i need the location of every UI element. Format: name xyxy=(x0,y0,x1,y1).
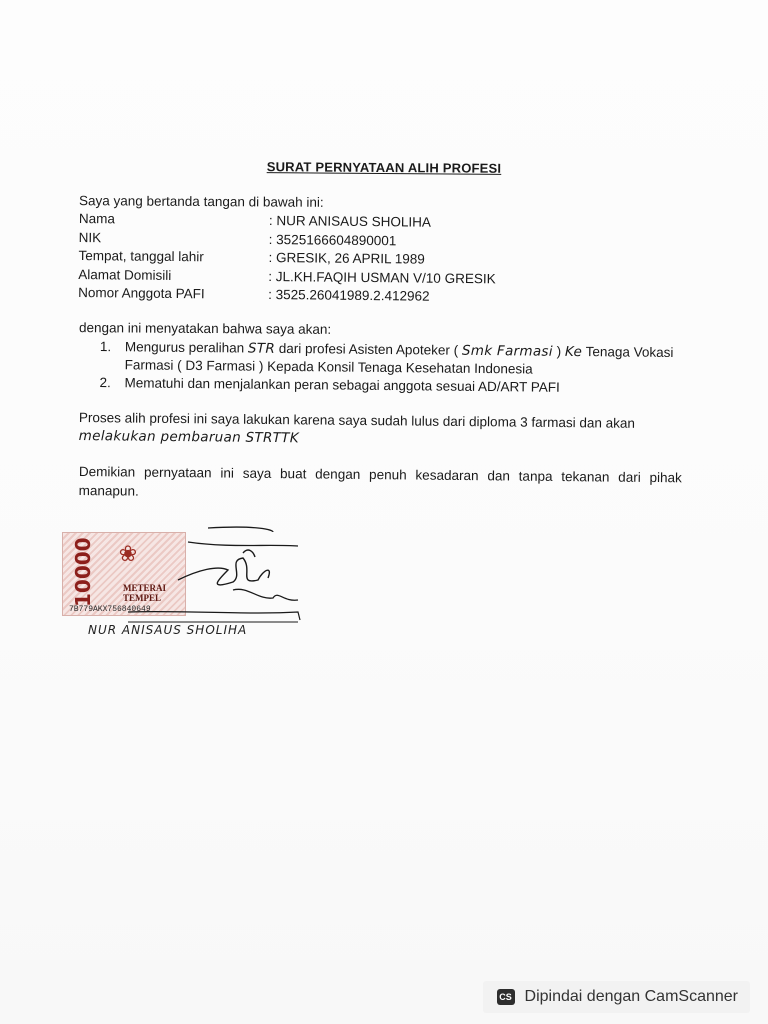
list-text xyxy=(125,338,690,380)
text-fragment: dari profesi Asisten Apoteker ( xyxy=(275,340,463,358)
list-text: Mematuhi dan menjalankan peran sebagai anggota sesuai AD/ART PAFI xyxy=(124,375,560,395)
field-label: Nama xyxy=(78,211,116,227)
field-label: NIK xyxy=(78,229,102,245)
handwritten-fragment: Ke xyxy=(564,343,583,361)
field-value: : 3525166604890001 xyxy=(268,231,397,248)
list-number: 1. xyxy=(99,338,112,355)
watermark-text: Dipindai dengan CamScanner xyxy=(524,988,738,1005)
stamp-value: 10000 xyxy=(71,537,95,607)
field-row-member-number xyxy=(78,285,518,308)
statement-text: dengan ini menyatakan bahwa saya akan: xyxy=(78,320,332,337)
closing-paragraph: Demikian pernyataan ini saya buat dengan penuh kesadaran dan tanpa tekanan dari pihak manapun. xyxy=(78,463,682,499)
handwritten-fragment: Smk Farmasi xyxy=(461,342,553,360)
stamp-label-line: TEMPEL xyxy=(123,593,162,603)
reason-paragraph xyxy=(79,408,682,452)
field-value: : GRESIK, 26 APRIL 1989 xyxy=(268,249,425,267)
handwritten-fragment: STR xyxy=(247,340,276,357)
stamp-serial: 7B779AKX756840649 xyxy=(69,605,151,614)
field-label: Alamat Domisili xyxy=(78,266,172,283)
handwritten-addition: melakukan pembaruan STRTTK xyxy=(78,427,300,447)
paragraph-text: Proses alih profesi ini saya lakukan karena saya sudah lulus dari diploma 3 farmasi dan akan xyxy=(78,409,636,431)
intro-text: Saya yang bertanda tangan di bawah ini: xyxy=(78,193,324,210)
list-item xyxy=(100,338,690,380)
list-line: Farmasi ( D3 Farmasi ) Kepada Konsil Tenaga Kesehatan Indonesia xyxy=(124,357,533,377)
handwritten-signer-name: NUR ANISAUS SHOLIHA xyxy=(88,623,248,637)
text-fragment: Tenaga Vokasi xyxy=(582,344,674,361)
text-fragment: ) xyxy=(552,343,565,359)
signature-block xyxy=(58,520,308,640)
list-number: 2. xyxy=(99,374,111,391)
field-value: : 3525.26041989.2.412962 xyxy=(268,286,430,304)
field-value: : JL.KH.FAQIH USMAN V/10 GRESIK xyxy=(268,268,496,286)
field-label: Tempat, tanggal lahir xyxy=(78,247,204,265)
text-fragment: Mengurus peralihan xyxy=(124,339,249,356)
commitment-list xyxy=(99,338,690,398)
garuda-emblem-icon: ❀ xyxy=(118,541,138,566)
camscanner-watermark xyxy=(483,981,750,1013)
field-label: Nomor Anggota PAFI xyxy=(78,284,205,302)
identity-table xyxy=(78,211,519,308)
document-title: SURAT PERNYATAAN ALIH PROFESI xyxy=(266,159,502,176)
field-value: : NUR ANISAUS SHOLIHA xyxy=(268,212,432,230)
signature-scribble xyxy=(58,520,308,630)
stamp-label-line: METERAI xyxy=(123,583,167,593)
camscanner-logo-icon: CS xyxy=(497,989,515,1005)
